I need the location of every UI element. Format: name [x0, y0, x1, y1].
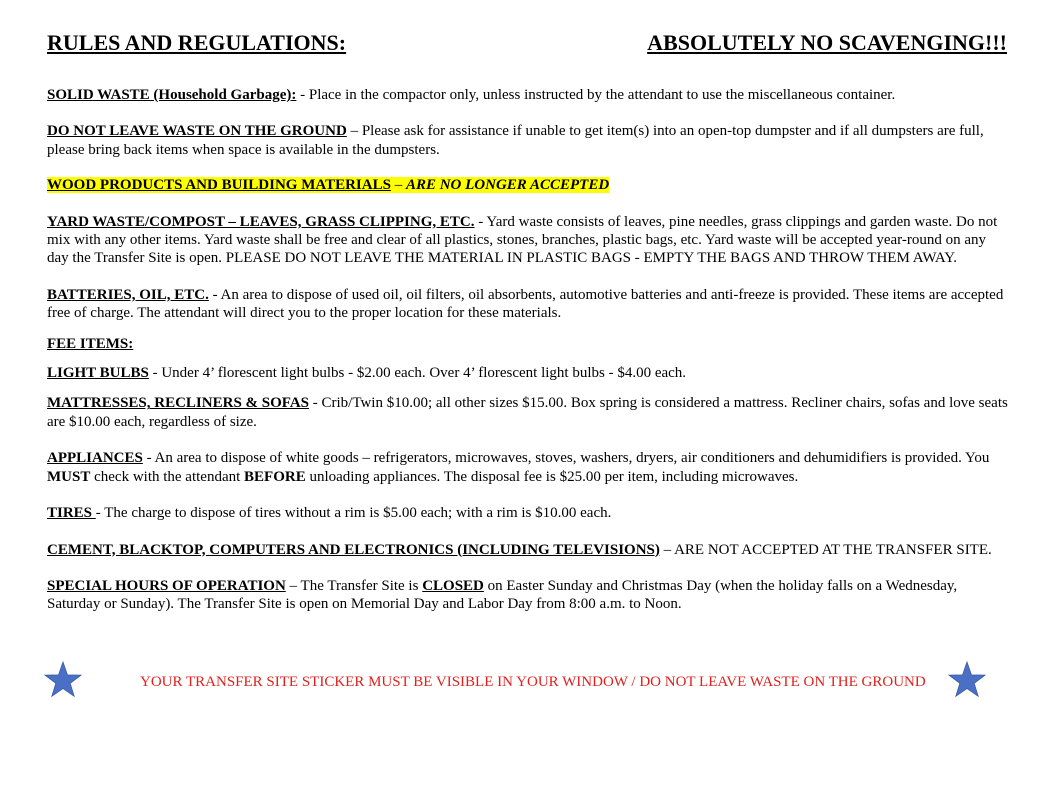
- batteries-text: - An area to dispose of used oil, oil filters, oil absorbents, automotive batteries and anti-freeze is provided. These items are accepted free of charge. The attendant will direct you to the proper location for these materials.: [47, 286, 1004, 322]
- rules-content: [47, 86, 1009, 614]
- mattresses-text: - Crib/Twin $10.00; all other sizes $15.00. Box spring is considered a mattress. Recliner chairs, sofas and love seats are $10.00 each, regardless of size.: [47, 395, 1008, 430]
- mattresses-rule: [47, 394, 1009, 431]
- header-row: [47, 30, 1007, 60]
- solid-waste-heading: SOLID WASTE (Household Garbage):: [47, 87, 297, 103]
- cement-heading: CEMENT, BLACKTOP, COMPUTERS AND ELECTRONICS (INCLUDING TELEVISIONS): [47, 541, 660, 558]
- mattresses-heading: MATTRESSES, RECLINERS & SOFAS: [47, 395, 310, 412]
- appliances-text-3: unloading appliances. The disposal fee is $25.00 per item, including microwaves.: [305, 468, 799, 485]
- appliances-before: BEFORE: [244, 468, 306, 485]
- footer-notice-row: [44, 660, 984, 700]
- cement-text: – ARE NOT ACCEPTED AT THE TRANSFER SITE.: [659, 541, 992, 558]
- yard-waste-heading: YARD WASTE/COMPOST – LEAVES, GRASS CLIPPING, ETC.: [47, 213, 475, 230]
- rules-title: RULES AND REGULATIONS:: [47, 30, 347, 55]
- do-not-leave-heading: DO NOT LEAVE WASTE ON THE GROUND: [47, 123, 347, 140]
- star-icon: [948, 660, 986, 700]
- appliances-heading: APPLIANCES: [47, 450, 143, 467]
- light-bulbs-text: - Under 4’ florescent light bulbs - $2.00 each. Over 4’ florescent light bulbs - $4.00 each.: [148, 365, 687, 382]
- appliances-text-1: - An area to dispose of white goods – refrigerators, microwaves, stoves, washers, dryers, air conditioners and dehumidifiers is provided. You: [142, 450, 990, 467]
- solid-waste-text: - Place in the compactor only, unless instructed by the attendant to use the miscellaneous container.: [296, 87, 896, 103]
- special-hours-text-1: – The Transfer Site is: [285, 577, 423, 594]
- special-hours-text-2: on Easter Sunday and Christmas Day (when the holiday falls on a Wednesday, Saturday or Sunday). The Transfer Site is open on Memorial Day and Labor Day from 8:00 a.m. to Noon.: [47, 577, 958, 613]
- wood-heading: WOOD PRODUCTS AND BUILDING MATERIALS: [47, 177, 391, 194]
- cement-rule: [47, 541, 1009, 559]
- yard-waste-rule: [47, 213, 1009, 268]
- wood-rule: [47, 176, 1009, 194]
- tires-heading: TIRES: [47, 505, 96, 522]
- do-not-leave-rule: [47, 122, 1009, 159]
- no-scavenging-title: ABSOLUTELY NO SCAVENGING!!!: [647, 30, 1007, 55]
- wood-dash: –: [390, 177, 406, 194]
- do-not-leave-text: – Please ask for assistance if unable to get item(s) into an open-top dumpster and if all dumpsters are full, please bring back items when space is available in the dumpsters.: [47, 123, 984, 158]
- star-icon: [44, 660, 82, 700]
- light-bulbs-heading: LIGHT BULBS: [47, 365, 149, 382]
- wood-highlight: [47, 177, 609, 193]
- tires-rule: [47, 504, 1009, 522]
- special-hours-heading: SPECIAL HOURS OF OPERATION: [47, 577, 286, 594]
- sticker-notice: YOUR TRANSFER SITE STICKER MUST BE VISIBLE IN YOUR WINDOW / DO NOT LEAVE WASTE ON THE GROUND: [140, 674, 926, 690]
- special-hours-rule: [47, 577, 1009, 614]
- yard-waste-text: - Yard waste consists of leaves, pine needles, grass clippings and garden waste. Do not mix with any other items. Yard waste shall be free and clear of all plastics, stones, branches, plastic bags, etc. Yard waste will be accepted year-round on any day the Transfer Site is open. PLEASE DO NOT LEAVE THE MATERIAL IN PLASTIC BAGS - EMPTY THE BAGS AND THROW THEM AWAY.: [47, 213, 998, 267]
- fee-items-section: [47, 335, 1009, 353]
- batteries-rule: [47, 286, 1009, 323]
- appliances-must: MUST: [47, 468, 91, 485]
- batteries-heading: BATTERIES, OIL, ETC.: [47, 286, 209, 303]
- appliances-rule: [47, 449, 1009, 486]
- fee-items-heading: FEE ITEMS:: [47, 335, 134, 352]
- light-bulbs-rule: [47, 364, 1009, 382]
- solid-waste-rule: [47, 86, 1009, 104]
- tires-text: - The charge to dispose of tires without a rim is $5.00 each; with a rim is $10.00 each.: [95, 505, 612, 522]
- appliances-text-2: check with the attendant: [90, 468, 245, 485]
- wood-notice: ARE NO LONGER ACCEPTED: [405, 177, 610, 194]
- special-hours-closed: CLOSED: [422, 577, 484, 594]
